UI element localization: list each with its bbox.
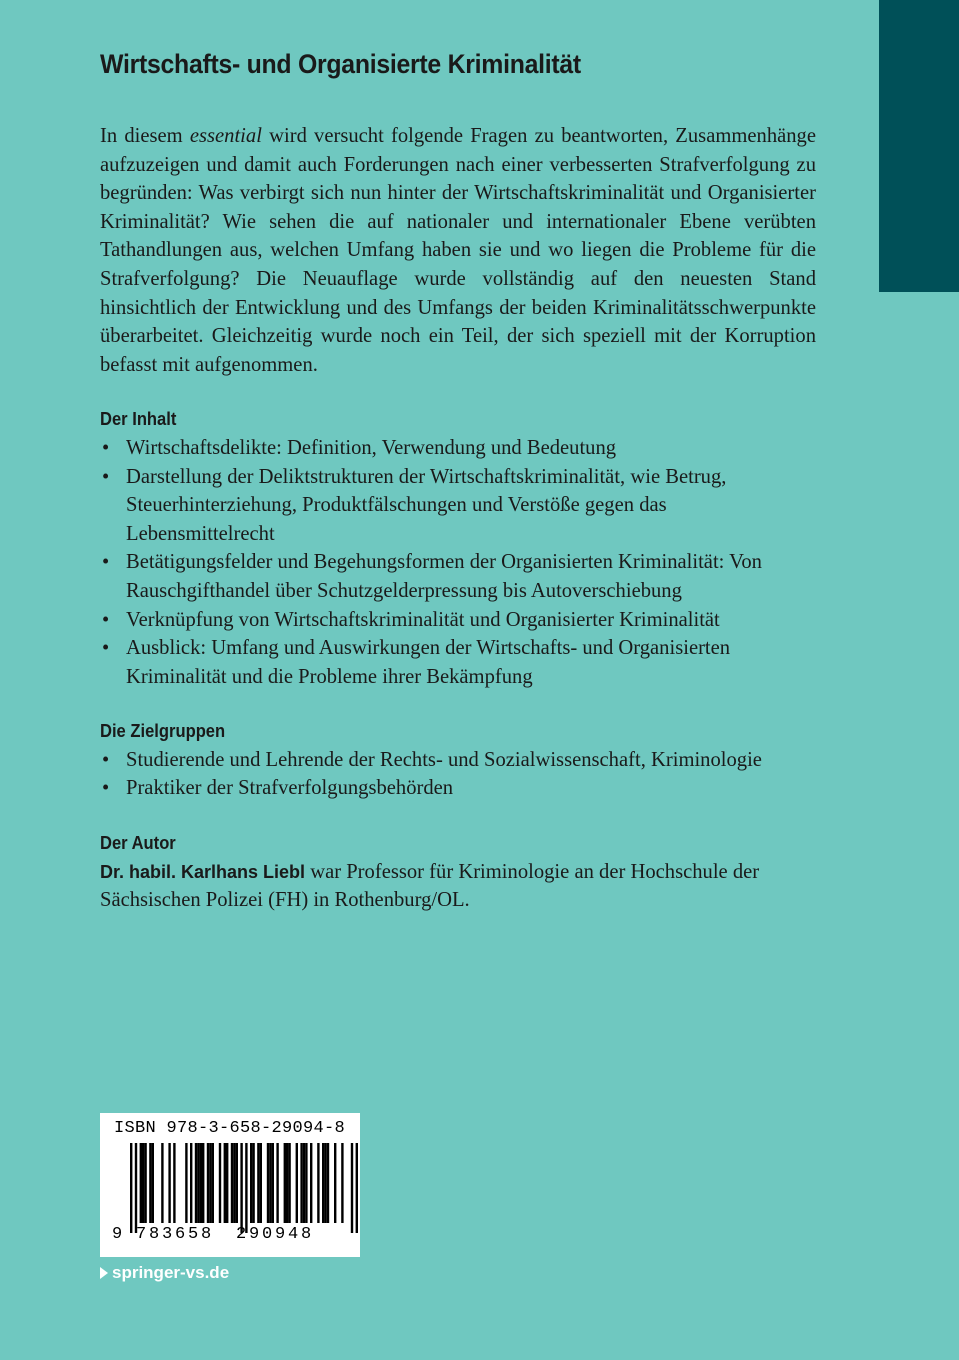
intro-rest: wird versucht folgende Fragen zu beantworten, Zusammenhänge aufzuzeigen und damit auch Forderungen nach einer verbesserten Strafverfolgung zu begründen: Was verbirgt sich nun hinter der Wirtschaftskriminalität und Organisierter Kriminalität? Wie sehen die auf nationaler und internationaler Ebene verübten Tathandlungen aus, welchen Umfang haben sie und wo liegen die Probleme für die Strafverfolgung? Die Neuauflage wurde vollständig auf den neuesten Stand hinsichtlich der Entwicklung und des Umfangs der beiden Kriminalitätsschwerpunkte überarbeitet. Gleichzeitig wurde noch ein Teil, der sich speziell mit der Korruption befasst mit aufgenommen. [100, 125, 816, 376]
audience-heading: Die Zielgruppen [100, 721, 226, 742]
ean-first-digit: 9 [112, 1225, 123, 1244]
barcode-bar [252, 1143, 254, 1223]
list-item: • Betätigungsfelder und Begehungsformen der Organisierten Kriminalität: Von Rauschgifthandel über Schutzgelderpressung bis Autoverschiebung [100, 548, 816, 605]
barcode-bar [300, 1143, 302, 1223]
list-item: • Darstellung der Deliktstrukturen der Wirtschaftskriminalität, wie Betrug, Steuerhinterziehung, Produktfälschungen und Verstöße gegen das Lebensmittelrecht [100, 463, 816, 549]
bullet-icon: • [102, 608, 110, 631]
barcode-bar [245, 1143, 247, 1233]
author-description: war Professor für Kriminologie an der Hochschule der Sächsischen Polizei (FH) in Rothenburg/OL. [100, 860, 760, 912]
author-name: Dr. habil. Karlhans Liebl [100, 861, 306, 882]
barcode-bar [267, 1143, 269, 1223]
intro-start: In diesem [100, 125, 190, 147]
barcode-bar [219, 1143, 221, 1223]
contents-heading: Der Inhalt [100, 409, 177, 430]
back-cover-text [100, 40, 816, 915]
barcode-bar [202, 1143, 204, 1223]
barcode-bar [276, 1143, 278, 1223]
barcode-bar [152, 1143, 154, 1223]
barcode-bar [231, 1143, 233, 1223]
barcode-bar [190, 1143, 192, 1223]
barcode-bar [130, 1143, 132, 1233]
barcode-bar [233, 1143, 235, 1223]
list-item: • Studierende und Lehrende der Rechts- und Sozialwissenschaft, Kriminologie [100, 746, 816, 775]
barcode-bar [161, 1143, 163, 1223]
intro-paragraph [100, 122, 816, 379]
barcode-bar [310, 1143, 312, 1223]
barcode-bar [142, 1143, 144, 1223]
isbn-label: ISBN 978-3-658-29094-8 [114, 1119, 346, 1138]
barcode-bar [240, 1143, 242, 1233]
bullet-icon: • [102, 551, 110, 574]
bullet-icon: • [102, 465, 110, 488]
barcode-bar [236, 1143, 238, 1223]
intro-emphasis: essential [189, 125, 262, 147]
bullet-icon: • [102, 777, 110, 800]
barcode-bar [185, 1143, 187, 1223]
barcode-bar [272, 1143, 274, 1223]
barcode-bar [296, 1143, 298, 1223]
barcode-bar [195, 1143, 197, 1223]
list-item: • Ausblick: Umfang und Auswirkungen der Wirtschafts- und Organisierten Kriminalität und die Probleme ihrer Bekämpfung [100, 634, 816, 691]
bullet-icon: • [102, 436, 110, 459]
barcode-bar [356, 1143, 358, 1233]
barcode-bar [284, 1143, 286, 1223]
barcode-bar [351, 1143, 353, 1233]
barcode-bar [334, 1143, 336, 1223]
barcode-bar [322, 1143, 324, 1223]
barcode-bar [341, 1143, 343, 1223]
barcode-bar [149, 1143, 151, 1223]
barcode-bar [226, 1143, 228, 1223]
barcode-bar [269, 1143, 271, 1223]
author-bio [100, 858, 816, 915]
barcode-bar [224, 1143, 226, 1223]
list-item: • Wirtschaftsdelikte: Definition, Verwendung und Bedeutung [100, 434, 816, 463]
publisher-url: springer-vs.de [112, 1263, 230, 1282]
arrow-right-icon [100, 1267, 108, 1279]
bullet-icon: • [102, 637, 110, 660]
barcode-bar [288, 1143, 290, 1223]
ean-left-digits: 783658 [136, 1225, 215, 1244]
barcode-bar [168, 1143, 170, 1223]
author-heading: Der Autor [100, 833, 176, 854]
barcode-bar [207, 1143, 209, 1223]
barcode-bar [327, 1143, 329, 1223]
barcode-bar [212, 1143, 214, 1223]
book-title: Wirtschafts- und Organisierte Kriminalität [100, 49, 581, 79]
barcode-bar [173, 1143, 175, 1223]
barcode-bar [260, 1143, 262, 1223]
list-item: • Praktiker der Strafverfolgungsbehörden [100, 774, 816, 803]
barcode-bar [286, 1143, 288, 1223]
barcode-bar [144, 1143, 146, 1223]
barcode-bar [200, 1143, 202, 1223]
bullet-icon: • [102, 748, 110, 771]
list-item: • Verknüpfung von Wirtschaftskriminalität und Organisierter Kriminalität [100, 606, 816, 635]
isbn-barcode [100, 1113, 360, 1257]
publisher-link[interactable] [100, 1263, 229, 1283]
barcode-bar [140, 1143, 142, 1223]
audience-list [100, 746, 816, 803]
barcode-bar [324, 1143, 326, 1223]
ean-right-digits: 290948 [236, 1225, 315, 1244]
barcode-bar [305, 1143, 307, 1223]
barcode-bar [250, 1143, 252, 1223]
barcode-bar [317, 1143, 319, 1223]
barcode-bar [135, 1143, 137, 1233]
contents-list [100, 434, 816, 691]
barcode-bar [209, 1143, 211, 1223]
barcode-bar [257, 1143, 259, 1223]
barcode-bar [197, 1143, 199, 1223]
barcode-bar [303, 1143, 305, 1223]
accent-bar [879, 0, 959, 292]
